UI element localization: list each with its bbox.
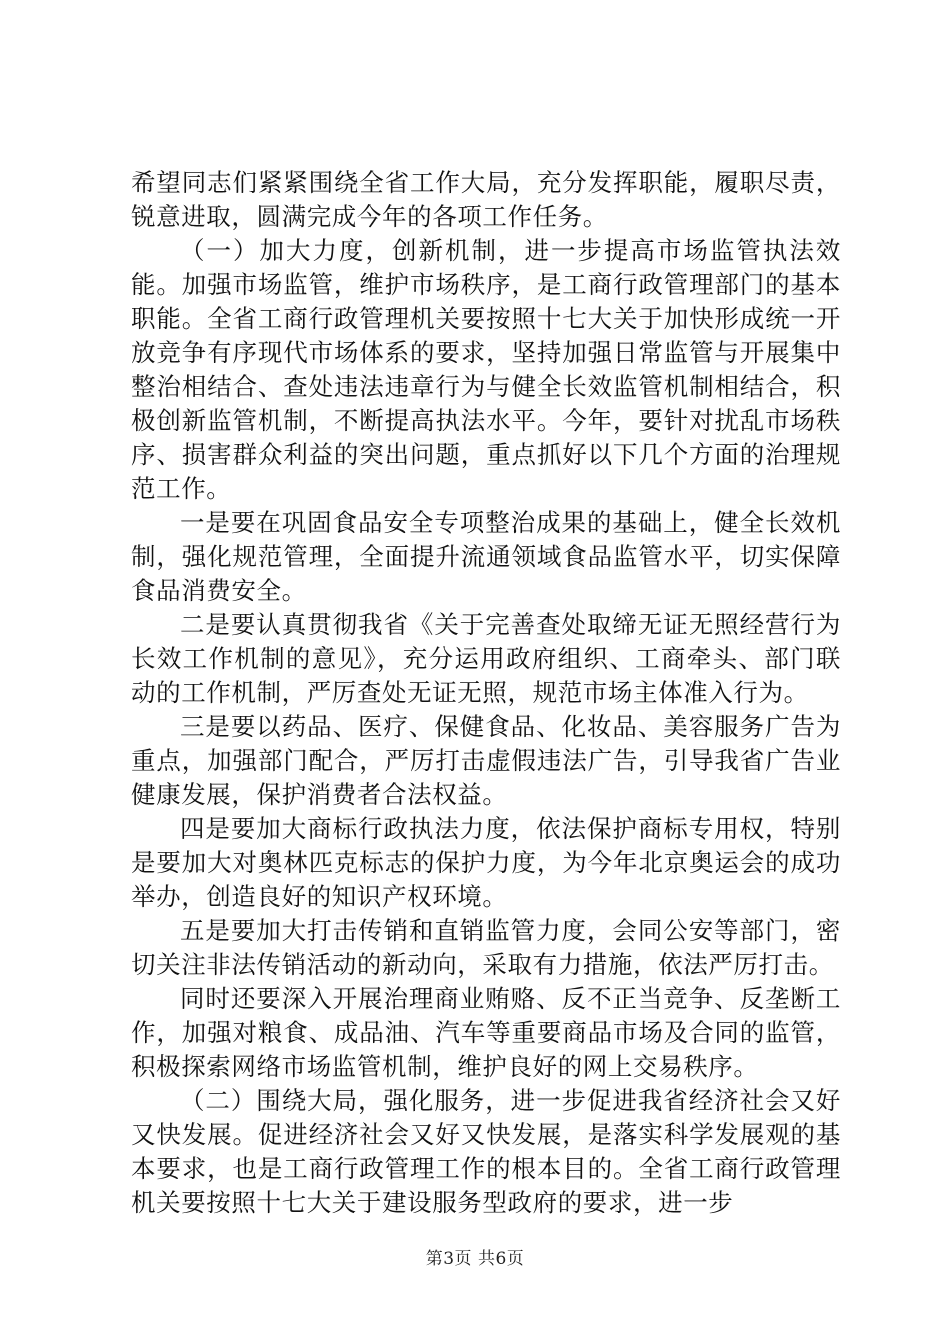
paragraph-section-two: （二）围绕大局，强化服务，进一步促进我省经济社会又好又快发展。促进经济社会又好又快发展，是落实科学发展观的基本要求，也是工商行政管理工作的根本目的。全省工商行政管理机关要按照十七大关于建设服务型政府的要求，进一步 — [131, 1086, 841, 1217]
paragraph-item-three: 三是要以药品、医疗、保健食品、化妆品、美容服务广告为重点，加强部门配合，严厉打击虚假违法广告，引导我省广告业健康发展，保护消费者合法权益。 — [131, 712, 841, 809]
page-number-footer: 第3页 共6页 — [425, 1249, 525, 1269]
paragraph-section-one: （一）加大力度，创新机制，进一步提高市场监管执法效能。加强市场监管，维护市场秩序，是工商行政管理部门的基本职能。全省工商行政管理机关要按照十七大关于加快形成统一开放竞争有序现代市场体系的要求，坚持加强日常监管与开展集中整治相结合、查处违法违章行为与健全长效监管机制相结合，积极创新监管机制，不断提高执法水平。今年，要针对扰乱市场秩序、损害群众利益的突出问题，重点抓好以下几个方面的治理规范工作。 — [131, 236, 841, 503]
paragraph-intro-continuation: 希望同志们紧紧围绕全省工作大局，充分发挥职能，履职尽责，锐意进取，圆满完成今年的各项工作任务。 — [131, 168, 841, 231]
document-body — [131, 166, 841, 1220]
paragraph-item-four: 四是要加大商标行政执法力度，依法保护商标专用权，特别是要加大对奥林匹克标志的保护力度，为今年北京奥运会的成功举办，创造良好的知识产权环境。 — [131, 814, 841, 911]
paragraph-item-one: 一是要在巩固食品安全专项整治成果的基础上，健全长效机制，强化规范管理，全面提升流通领域食品监管水平，切实保障食品消费安全。 — [131, 508, 841, 605]
paragraph-item-two: 二是要认真贯彻我省《关于完善查处取缔无证无照经营行为长效工作机制的意见》，充分运用政府组织、工商牵头、部门联动的工作机制，严厉查处无证无照，规范市场主体准入行为。 — [131, 610, 841, 707]
paragraph-additional-work: 同时还要深入开展治理商业贿赂、反不正当竞争、反垄断工作，加强对粮食、成品油、汽车等重要商品市场及合同的监管，积极探索网络市场监管机制，维护良好的网上交易秩序。 — [131, 984, 841, 1081]
paragraph-item-five: 五是要加大打击传销和直销监管力度，会同公安等部门，密切关注非法传销活动的新动向，采取有力措施，依法严厉打击。 — [131, 916, 841, 979]
